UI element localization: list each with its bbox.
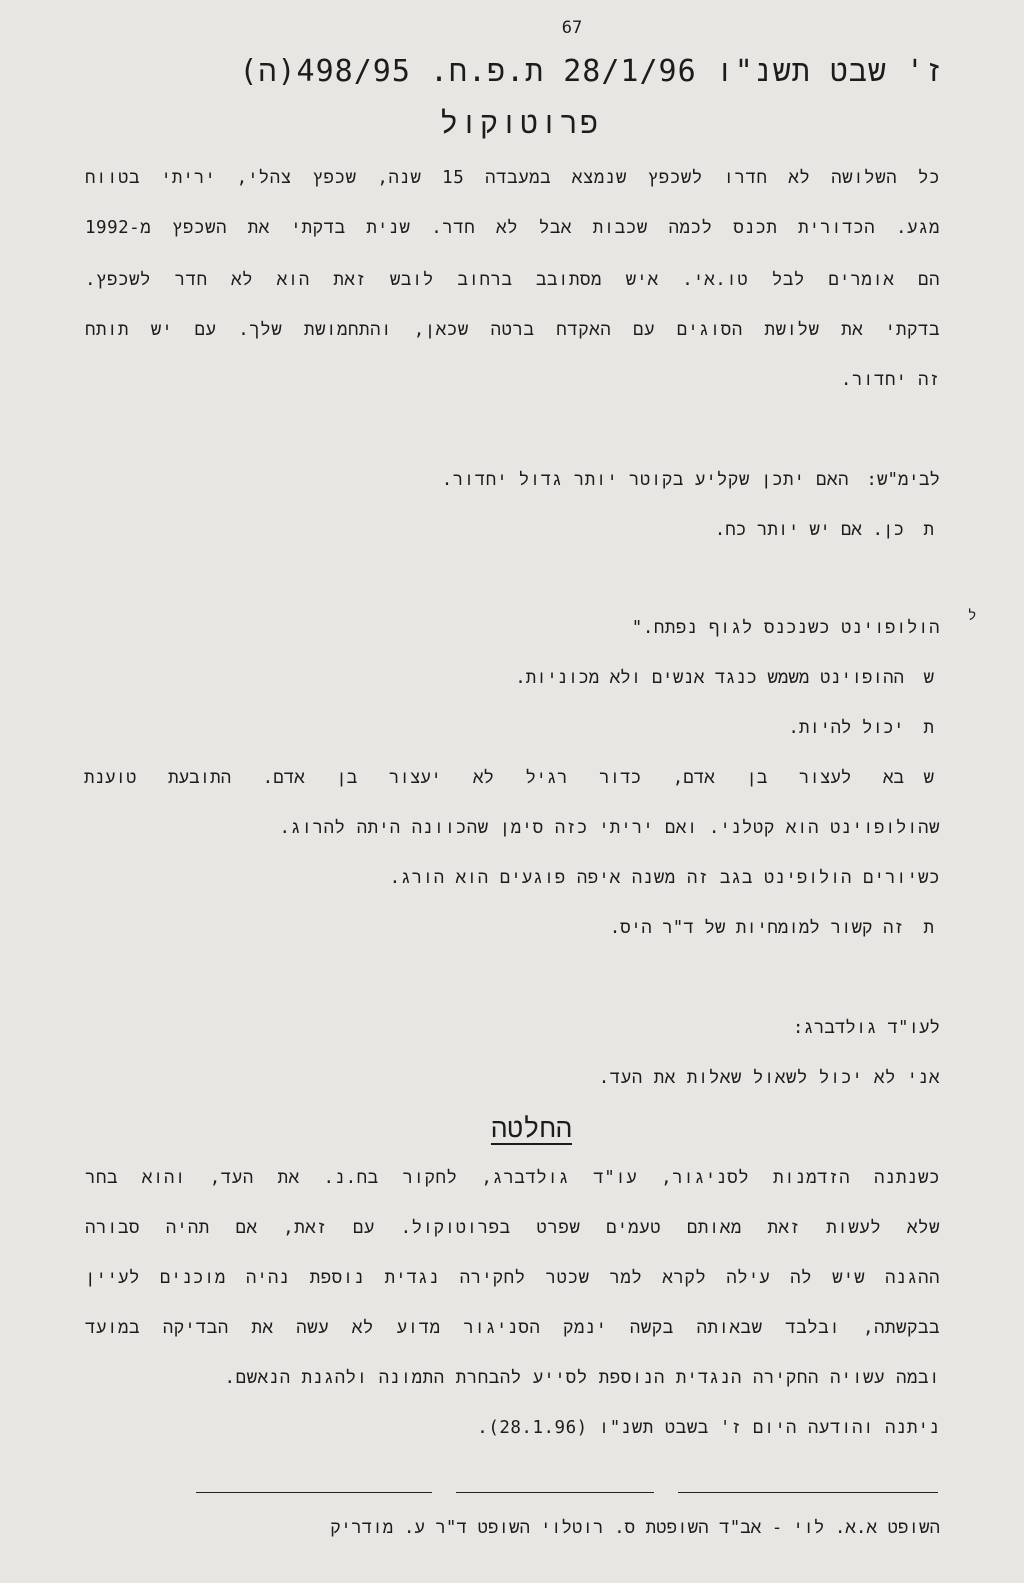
- answer-text: זה קשור למומחיות של ד"ר היס.: [609, 918, 904, 938]
- page-number: 67: [561, 18, 583, 38]
- paragraph1-line-1: כל השלושה לא חדרו לשכפץ שנמצא במעבדה 15 שנה, שכפץ צהלי, יריתי בטווח: [85, 168, 940, 188]
- court-question: האם יתכן שקליע בקוטר יותר גדול יחדור.: [441, 470, 849, 490]
- case-header: ז' שבט תשנ"ו 28/1/96 ת.פ.ח. 498/95(ה): [239, 54, 944, 89]
- judges-signatures: השופט א.א. לוי - אב"ד השופטת ס. רוטלוי השופט ד"ר ע. מודריק: [330, 1518, 940, 1538]
- signature-line-3: [678, 1492, 938, 1493]
- paragraph1-line-5: זה יחדור.: [840, 370, 940, 390]
- protocol-title: פרוטוקול: [439, 106, 601, 141]
- margin-mark: ל: [968, 608, 977, 624]
- answer-label: ת: [923, 918, 934, 938]
- decision-heading: החלטה: [490, 1113, 572, 1144]
- paragraph1-line-4: בדקתי את שלושת הסוגים עם האקדח ברטה שכאן, והתחמושת שלך. עם יש תותח: [85, 320, 940, 340]
- attorney-label: לעו"ד גולדברג:: [792, 1018, 940, 1038]
- answer-label: ת: [923, 718, 934, 738]
- question-label: ש: [923, 668, 934, 688]
- decision-line-3: ההגנה שיש לה עילה לקרא למר שכטר לחקירה נגדית נוספת נהיה מוכנים לעיין: [85, 1268, 940, 1288]
- signature-line-2: [456, 1492, 654, 1493]
- decision-line-2: שלא לעשות זאת מאותם טעמים שפרט בפרוטוקול. עם זאת, אם תהיה סבורה: [85, 1218, 940, 1238]
- attorney-statement: אני לא יכול לשאול שאלות את העד.: [598, 1068, 940, 1088]
- decision-line-1: כשנתנה הזדמנות לסניגור, עו"ד גולדברג, לחקור בח.נ. את העד, והוא בחר: [85, 1168, 940, 1188]
- answer-label: ת: [923, 520, 934, 540]
- quote-line: הולופוינט כשנכנס לגוף נפתח.": [631, 618, 940, 638]
- paragraph1-line-2: מגע. הכדורית תכנס לכמה שכבות אבל לא חדר. שנית בדקתי את השכפץ מ-1992: [85, 218, 940, 238]
- decision-given-line: ניתנה והודעה היום ז' בשבט תשנ"ו (28.1.96).: [477, 1418, 940, 1438]
- decision-line-4: בבקשתה, ובלבד שבאותה בקשה ינמק הסניגור מדוע לא עשה את הבדיקה במועד: [85, 1318, 940, 1338]
- question-text: ההופוינט משמש כנגד אנשים ולא מכוניות.: [515, 668, 904, 688]
- question-text-line-1: בא לעצור בן אדם, כדור רגיל לא יעצור בן אדם. התובעת טוענת: [84, 768, 904, 788]
- answer-text: יכול להיות.: [788, 718, 904, 738]
- question-text-line-2: שהולופוינט הוא קטלני. ואם יריתי כזה סימן שהכוונה היתה להרוג.: [279, 818, 940, 838]
- question-label: ש: [923, 768, 934, 788]
- decision-line-5: ובמה עשויה החקירה הנגדית הנוספת לסייע להבחרת התמונה ולהגנת הנאשם.: [224, 1368, 940, 1388]
- signature-line-1: [196, 1492, 432, 1493]
- paragraph1-line-3: הם אומרים לבל טו.אי. איש מסתובב ברחוב לובש זאת הוא לא חדר לשכפץ.: [85, 270, 940, 290]
- answer-text: כן. אם יש יותר כח.: [714, 520, 904, 540]
- question-text-line-3: כשיורים הולופינט בגב זה משנה איפה פוגעים הוא הורג.: [389, 868, 940, 888]
- court-question-label: לבימ"ש:: [866, 470, 940, 490]
